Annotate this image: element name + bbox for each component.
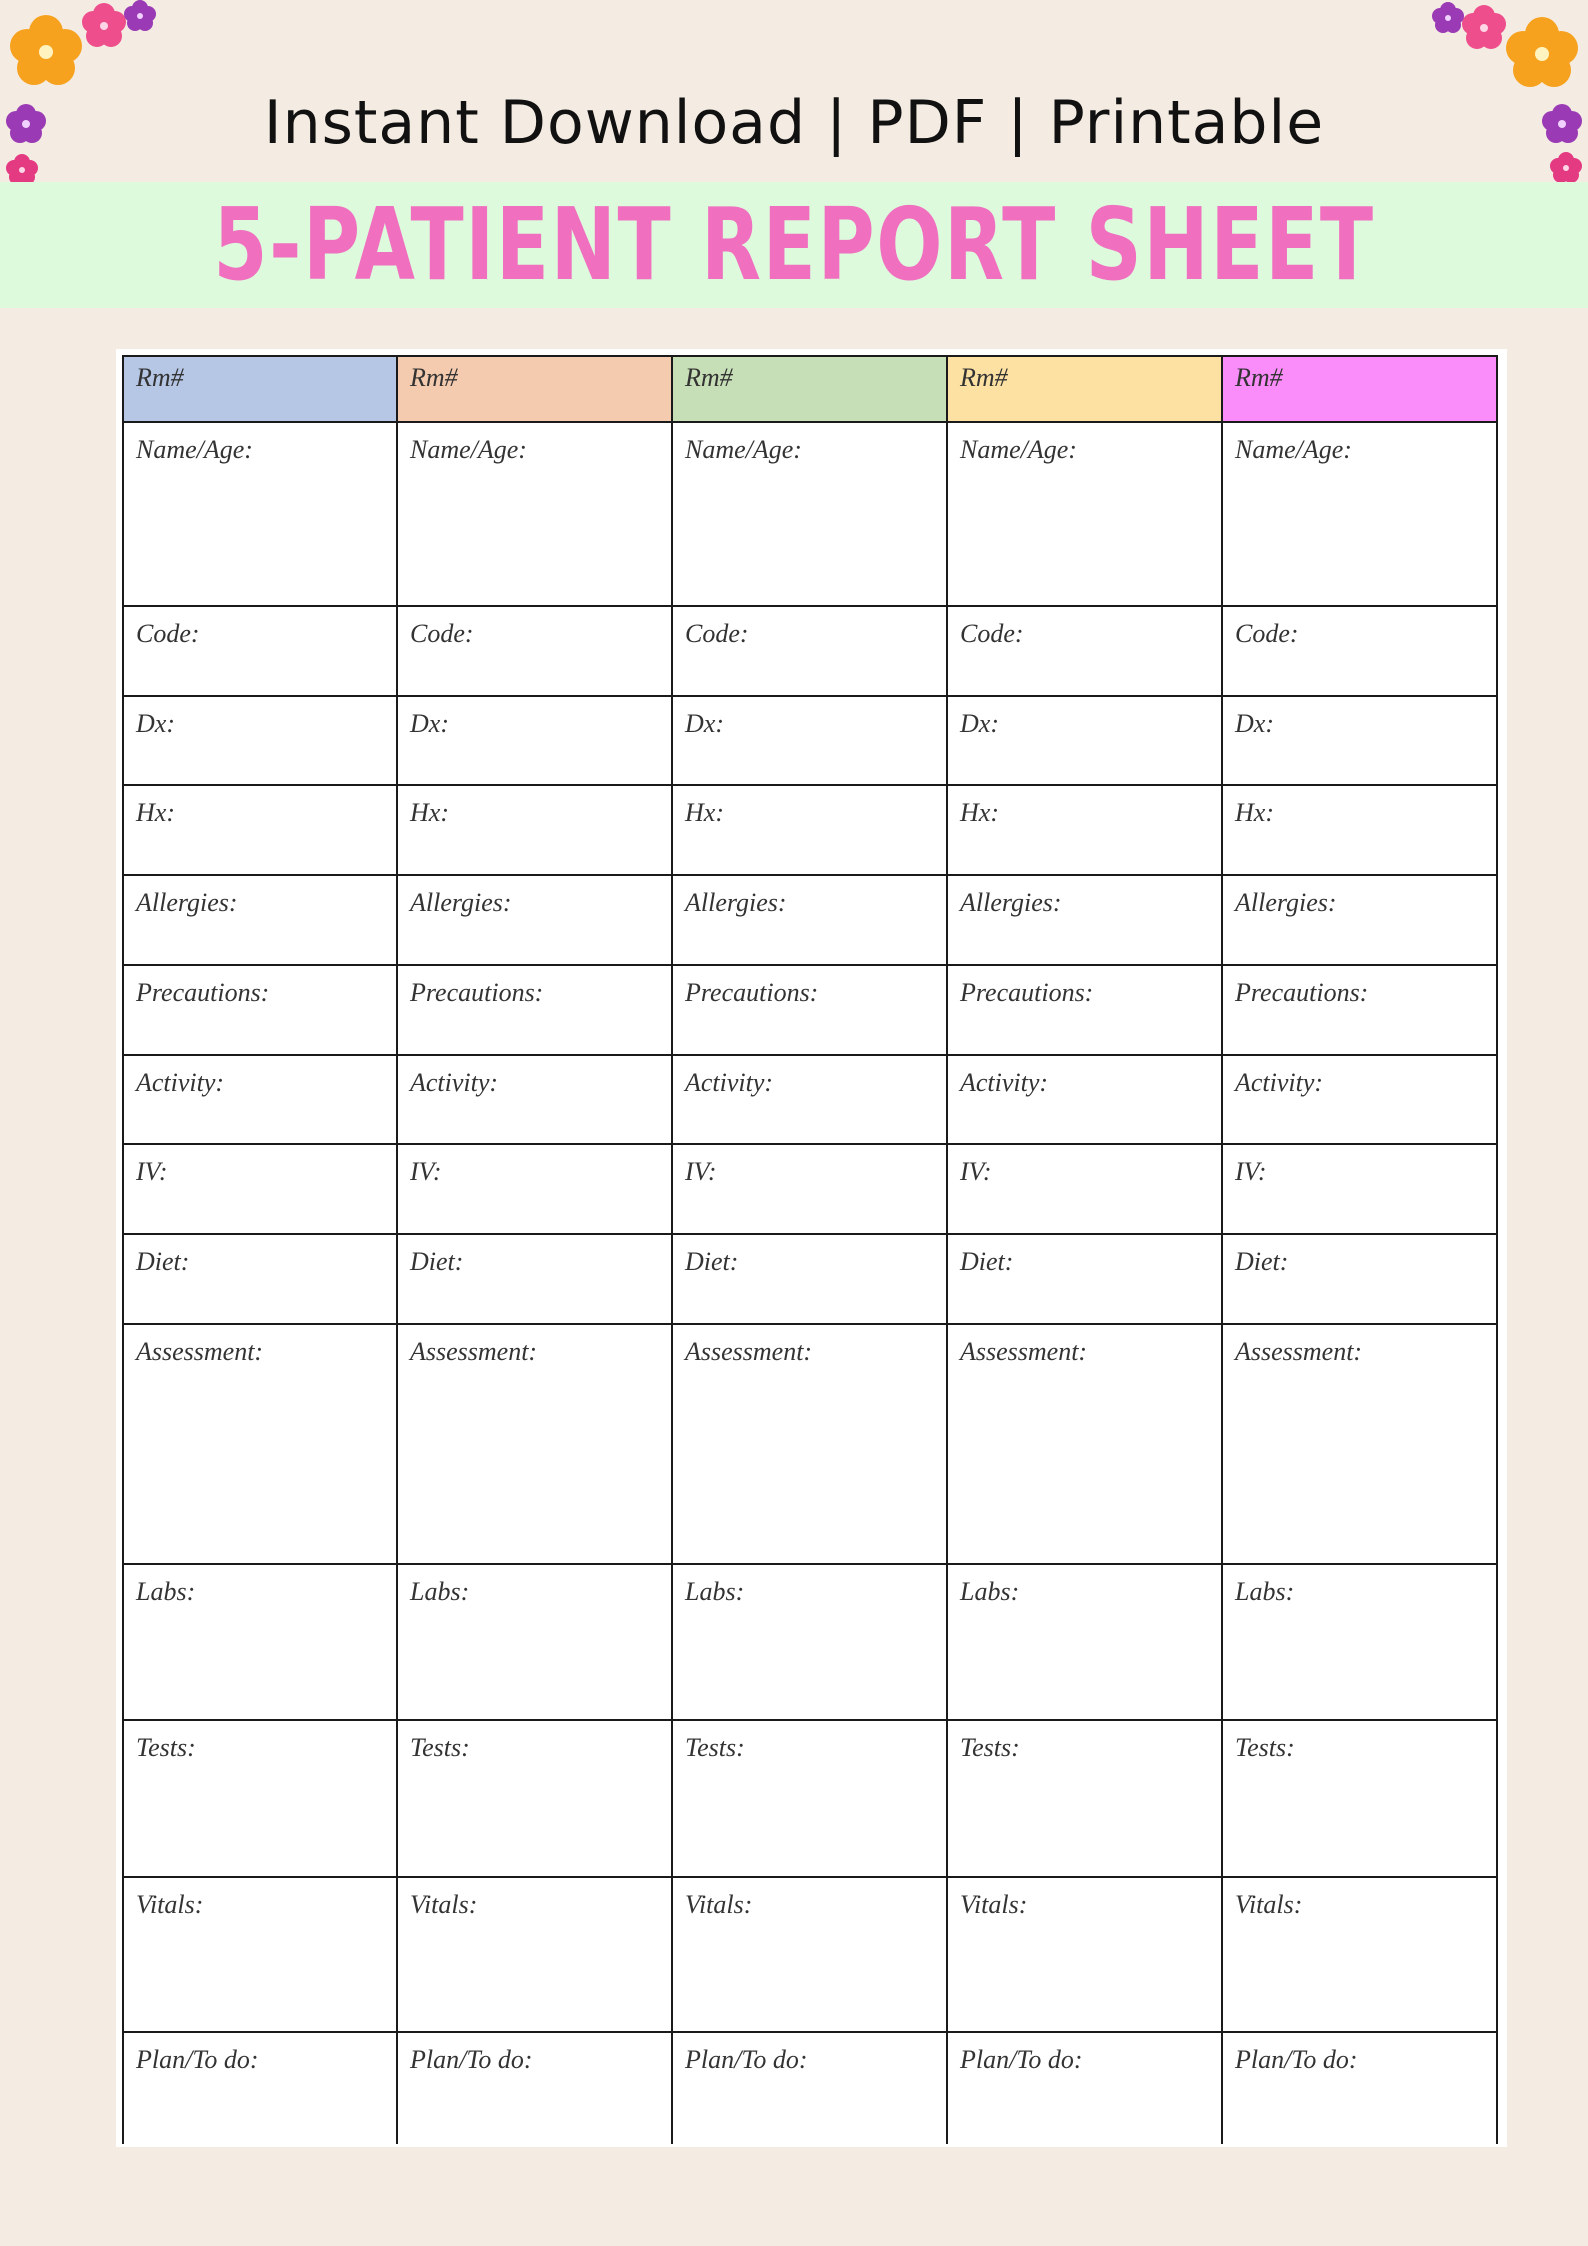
field-cell[interactable]: Activity: [123,1055,397,1144]
field-row [123,1564,1497,1720]
header-row [123,356,1497,422]
field-cell[interactable]: Code: [672,606,947,696]
field-row [123,875,1497,965]
patient-report-table [122,355,1498,2144]
field-row [123,606,1497,696]
field-cell[interactable]: Tests: [1222,1720,1497,1877]
field-cell[interactable]: Labs: [947,1564,1222,1720]
field-cell[interactable]: Precautions: [672,965,947,1055]
field-cell[interactable]: Vitals: [397,1877,672,2032]
field-cell[interactable]: Vitals: [672,1877,947,2032]
field-cell[interactable]: Dx: [672,696,947,785]
field-cell[interactable]: Tests: [123,1720,397,1877]
field-cell[interactable]: Activity: [1222,1055,1497,1144]
field-cell[interactable]: Vitals: [1222,1877,1497,2032]
field-cell[interactable]: Tests: [672,1720,947,1877]
flower-orange-icon [10,15,82,85]
field-cell[interactable]: Labs: [397,1564,672,1720]
field-cell[interactable]: Dx: [1222,696,1497,785]
field-cell[interactable]: Diet: [672,1234,947,1324]
field-cell[interactable]: Dx: [947,696,1222,785]
field-cell[interactable]: Activity: [672,1055,947,1144]
field-row [123,422,1497,606]
field-cell[interactable]: Name/Age: [1222,422,1497,606]
field-cell[interactable]: IV: [397,1144,672,1234]
field-cell[interactable]: Activity: [397,1055,672,1144]
field-cell[interactable]: Name/Age: [123,422,397,606]
field-cell[interactable]: Tests: [397,1720,672,1877]
field-row [123,2032,1497,2144]
flower-purple-icon [1432,2,1464,33]
field-cell[interactable]: Assessment: [1222,1324,1497,1564]
field-cell[interactable]: Plan/To do: [1222,2032,1497,2144]
field-cell[interactable]: Activity: [947,1055,1222,1144]
field-cell[interactable]: Plan/To do: [947,2032,1222,2144]
field-row [123,1144,1497,1234]
field-cell[interactable]: Plan/To do: [397,2032,672,2144]
field-cell[interactable]: Vitals: [123,1877,397,2032]
page-title: 5-PATIENT REPORT SHEET [213,186,1375,303]
room-number-cell[interactable]: Rm# [1222,356,1497,422]
field-cell[interactable]: Diet: [123,1234,397,1324]
field-cell[interactable]: Allergies: [1222,875,1497,965]
flower-pink-icon [6,154,38,185]
field-cell[interactable]: Name/Age: [947,422,1222,606]
field-cell[interactable]: Labs: [672,1564,947,1720]
field-cell[interactable]: Assessment: [397,1324,672,1564]
field-cell[interactable]: Diet: [397,1234,672,1324]
room-number-cell[interactable]: Rm# [672,356,947,422]
field-cell[interactable]: Code: [123,606,397,696]
field-cell[interactable]: Name/Age: [397,422,672,606]
field-cell[interactable]: Vitals: [947,1877,1222,2032]
field-cell[interactable]: Hx: [397,785,672,875]
field-cell[interactable]: Assessment: [123,1324,397,1564]
field-cell[interactable]: Hx: [947,785,1222,875]
field-cell[interactable]: Plan/To do: [123,2032,397,2144]
field-cell[interactable]: Plan/To do: [672,2032,947,2144]
field-row [123,1234,1497,1324]
field-cell[interactable]: IV: [672,1144,947,1234]
field-cell[interactable]: Name/Age: [672,422,947,606]
field-cell[interactable]: Precautions: [123,965,397,1055]
field-cell[interactable]: IV: [947,1144,1222,1234]
room-number-cell[interactable]: Rm# [947,356,1222,422]
field-cell[interactable]: Precautions: [1222,965,1497,1055]
field-cell[interactable]: Assessment: [947,1324,1222,1564]
field-cell[interactable]: Diet: [947,1234,1222,1324]
field-cell[interactable]: Code: [947,606,1222,696]
field-cell[interactable]: Diet: [1222,1234,1497,1324]
field-cell[interactable]: Dx: [397,696,672,785]
field-cell[interactable]: Precautions: [947,965,1222,1055]
flower-pink-icon [82,3,126,47]
field-cell[interactable]: Precautions: [397,965,672,1055]
report-sheet [116,349,1507,2147]
field-cell[interactable]: Code: [397,606,672,696]
field-cell[interactable]: Hx: [672,785,947,875]
field-cell[interactable]: Hx: [1222,785,1497,875]
field-cell[interactable]: Dx: [123,696,397,785]
field-row [123,1055,1497,1144]
field-cell[interactable]: Labs: [1222,1564,1497,1720]
field-row [123,785,1497,875]
field-cell[interactable]: Hx: [123,785,397,875]
field-cell[interactable]: Allergies: [947,875,1222,965]
field-row [123,965,1497,1055]
field-cell[interactable]: Labs: [123,1564,397,1720]
room-number-cell[interactable]: Rm# [397,356,672,422]
field-row [123,1720,1497,1877]
field-row [123,696,1497,785]
field-cell[interactable]: Allergies: [672,875,947,965]
flower-orange-icon [1506,17,1578,87]
flower-purple-icon [124,0,156,31]
field-cell[interactable]: Code: [1222,606,1497,696]
field-cell[interactable]: Assessment: [672,1324,947,1564]
room-number-cell[interactable]: Rm# [123,356,397,422]
flower-pink-icon [1462,5,1506,49]
field-cell[interactable]: IV: [1222,1144,1497,1234]
field-cell[interactable]: Tests: [947,1720,1222,1877]
subtitle: Instant Download | PDF | Printable [263,88,1325,158]
field-row [123,1324,1497,1564]
field-cell[interactable]: Allergies: [123,875,397,965]
field-cell[interactable]: IV: [123,1144,397,1234]
field-row [123,1877,1497,2032]
field-cell[interactable]: Allergies: [397,875,672,965]
